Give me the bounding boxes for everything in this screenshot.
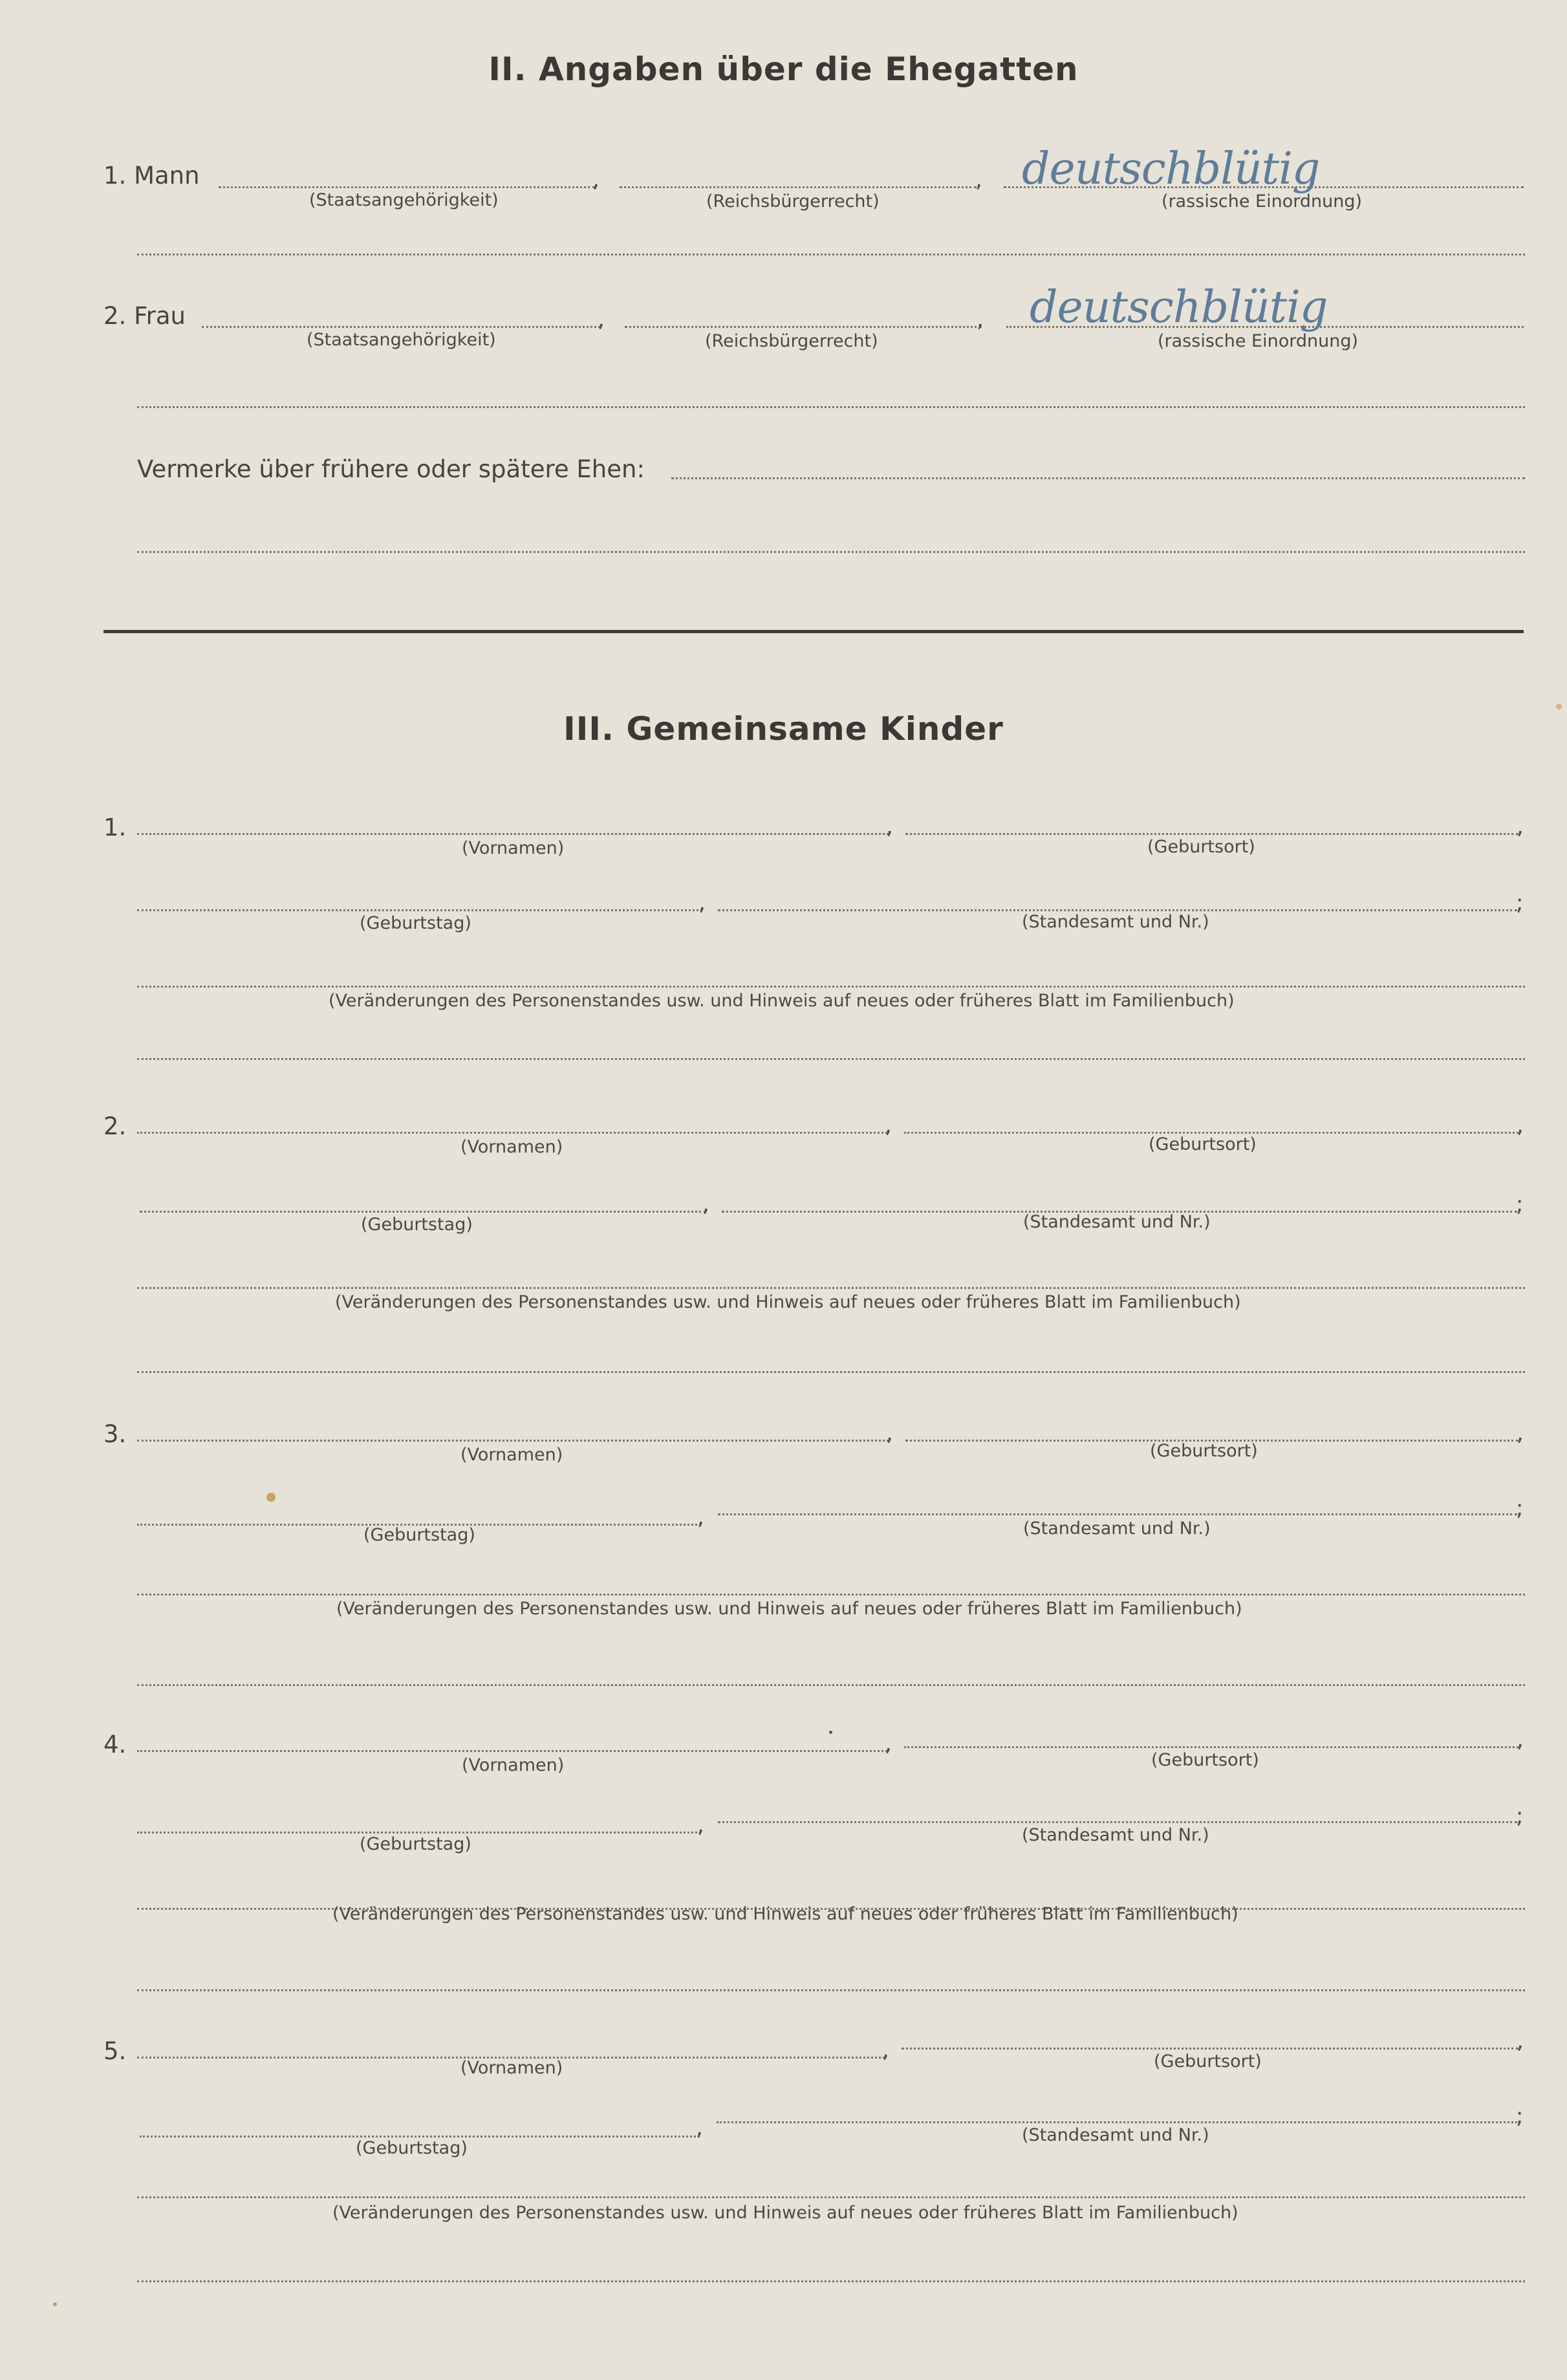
semicolon: ;	[1516, 2103, 1524, 2129]
vornamen-caption: (Vornamen)	[460, 1137, 563, 1157]
comma: ,	[882, 2037, 889, 2063]
child-number: 4.	[103, 1731, 127, 1758]
geburtstag-field[interactable]	[137, 1832, 701, 1834]
comma: ,	[886, 814, 893, 839]
child-entry-5	[0, 2024, 1567, 2328]
standesamt-caption: (Standesamt und Nr.)	[1023, 1519, 1211, 1539]
veraenderungen-caption: (Veränderungen des Personenstandes usw. und Hinweis auf neues oder früheres Blatt im Familienbuch)	[335, 1292, 1241, 1312]
reichsbuergerrecht-caption: (Reichsbürgerrecht)	[705, 331, 878, 351]
vornamen-caption: (Vornamen)	[460, 1445, 563, 1465]
geburtstag-field[interactable]	[140, 2136, 700, 2137]
paper-speck	[53, 2302, 57, 2306]
geburtsort-caption: (Geburtsort)	[1151, 1750, 1259, 1770]
child-entry-1	[0, 807, 1567, 1111]
comma: ,	[885, 1731, 892, 1757]
semicolon: ;	[1516, 1191, 1524, 1217]
frau-extra-line[interactable]	[137, 406, 1525, 408]
vermerke-field[interactable]	[671, 477, 1525, 479]
standesamt-caption: (Standesamt und Nr.)	[1022, 2125, 1209, 2145]
veraenderungen-caption: (Veränderungen des Personenstandes usw. und Hinweis auf neues oder früheres Blatt im Familienbuch)	[329, 991, 1235, 1011]
paper-speck	[829, 1731, 832, 1734]
veraenderungen-caption: (Veränderungen des Personenstandes usw. und Hinweis auf neues oder früheres Blatt im Familienbuch)	[336, 1599, 1242, 1619]
semicolon: ;	[1516, 890, 1524, 916]
comma: ,	[1517, 1727, 1524, 1753]
mann-extra-line[interactable]	[137, 254, 1525, 255]
child-entry-2	[0, 1105, 1567, 1409]
comma: ,	[1517, 2028, 1524, 2054]
veraenderungen-field[interactable]	[137, 1594, 1525, 1596]
reichsbuergerrecht-caption: (Reichsbürgerrecht)	[706, 191, 880, 211]
veraenderungen-extra-line[interactable]	[137, 1989, 1525, 1991]
child-entry-4	[0, 1720, 1567, 2024]
frau-rassische-einordnung-value: deutschblütig	[1030, 282, 1328, 333]
comma: ,	[598, 307, 605, 332]
geburtstag-caption: (Geburtstag)	[360, 913, 471, 933]
veraenderungen-extra-line[interactable]	[137, 1058, 1525, 1060]
geburtstag-caption: (Geburtstag)	[360, 1834, 471, 1854]
veraenderungen-field[interactable]	[137, 2196, 1525, 2198]
section-iii-title: III. Gemeinsame Kinder	[563, 710, 1004, 748]
mann-staatsangehoerigkeit-field[interactable]	[219, 186, 595, 188]
rassische-einordnung-caption: (rassische Einordnung)	[1158, 331, 1358, 351]
geburtstag-field[interactable]	[137, 909, 702, 911]
comma: ,	[886, 1420, 893, 1446]
standesamt-field[interactable]	[717, 2121, 1517, 2123]
comma: ,	[702, 1191, 709, 1217]
geburtsort-field[interactable]	[904, 1132, 1518, 1134]
rassische-einordnung-caption: (rassische Einordnung)	[1162, 191, 1362, 211]
semicolon: ;	[1516, 1803, 1524, 1829]
staatsangehoerigkeit-caption: (Staatsangehörigkeit)	[309, 190, 499, 210]
section-ii-title: II. Angaben über die Ehegatten	[488, 50, 1079, 88]
child-entry-3	[0, 1412, 1567, 1716]
comma: ,	[697, 1812, 704, 1838]
vornamen-caption: (Vornamen)	[462, 838, 565, 858]
geburtstag-caption: (Geburtstag)	[356, 2138, 468, 2158]
geburtsort-caption: (Geburtsort)	[1154, 2051, 1262, 2072]
veraenderungen-caption: (Veränderungen des Personenstandes usw. und Hinweis auf neues oder früheres Blatt im Familienbuch)	[332, 1904, 1238, 1924]
vornamen-field[interactable]	[137, 1132, 887, 1134]
geburtstag-caption: (Geburtstag)	[363, 1525, 475, 1545]
vornamen-caption: (Vornamen)	[462, 1755, 565, 1775]
frau-staatsangehoerigkeit-field[interactable]	[202, 326, 600, 328]
vermerke-label: Vermerke über frühere oder spätere Ehen:	[137, 455, 645, 483]
mann-label: 1. Mann	[103, 162, 200, 189]
veraenderungen-field[interactable]	[137, 1287, 1525, 1289]
geburtstag-field[interactable]	[140, 1211, 706, 1213]
comma: ,	[1517, 1420, 1524, 1446]
veraenderungen-extra-line[interactable]	[137, 1371, 1525, 1373]
comma: ,	[696, 2115, 703, 2141]
mann-rassische-einordnung-value: deutschblütig	[1022, 144, 1320, 195]
child-number: 2.	[103, 1112, 127, 1140]
geburtsort-field[interactable]	[904, 1746, 1518, 1748]
standesamt-field[interactable]	[718, 909, 1517, 911]
semicolon: ;	[1516, 1495, 1524, 1521]
comma: ,	[697, 1504, 704, 1530]
geburtsort-caption: (Geburtsort)	[1149, 1134, 1257, 1154]
vornamen-field[interactable]	[137, 1750, 887, 1752]
standesamt-field[interactable]	[718, 1513, 1517, 1515]
comma: ,	[592, 167, 600, 193]
child-number: 3.	[103, 1420, 127, 1448]
geburtstag-caption: (Geburtstag)	[361, 1215, 473, 1235]
veraenderungen-extra-line[interactable]	[137, 1684, 1525, 1686]
child-number: 1.	[103, 814, 127, 841]
veraenderungen-extra-line[interactable]	[137, 2280, 1525, 2282]
vornamen-caption: (Vornamen)	[460, 2058, 563, 2078]
standesamt-caption: (Standesamt und Nr.)	[1023, 1212, 1211, 1232]
vornamen-field[interactable]	[137, 833, 889, 835]
geburtsort-field[interactable]	[905, 833, 1518, 835]
geburtsort-caption: (Geburtsort)	[1147, 837, 1255, 857]
staatsangehoerigkeit-caption: (Staatsangehörigkeit)	[307, 330, 496, 350]
comma: ,	[698, 890, 706, 916]
geburtsort-field[interactable]	[902, 2048, 1518, 2050]
mann-reichsbuergerrecht-field[interactable]	[620, 186, 977, 188]
frau-label: 2. Frau	[103, 302, 186, 330]
frau-reichsbuergerrecht-field[interactable]	[625, 326, 982, 328]
vornamen-field[interactable]	[137, 1440, 889, 1442]
paper-stain	[1556, 704, 1562, 709]
comma: ,	[975, 167, 982, 193]
standesamt-caption: (Standesamt und Nr.)	[1022, 1825, 1209, 1845]
child-number: 5.	[103, 2037, 127, 2065]
standesamt-caption: (Standesamt und Nr.)	[1022, 912, 1209, 932]
veraenderungen-field[interactable]	[137, 986, 1525, 988]
paper-stain	[266, 1493, 276, 1502]
comma: ,	[885, 1112, 892, 1138]
comma: ,	[977, 307, 984, 332]
veraenderungen-caption: (Veränderungen des Personenstandes usw. und Hinweis auf neues oder früheres Blatt im Familienbuch)	[332, 2203, 1238, 2223]
geburtsort-caption: (Geburtsort)	[1150, 1441, 1258, 1461]
vermerke-extra-line[interactable]	[137, 551, 1525, 553]
section-divider	[103, 630, 1524, 633]
comma: ,	[1517, 1112, 1524, 1138]
standesamt-field[interactable]	[718, 1821, 1517, 1823]
comma: ,	[1517, 814, 1524, 839]
